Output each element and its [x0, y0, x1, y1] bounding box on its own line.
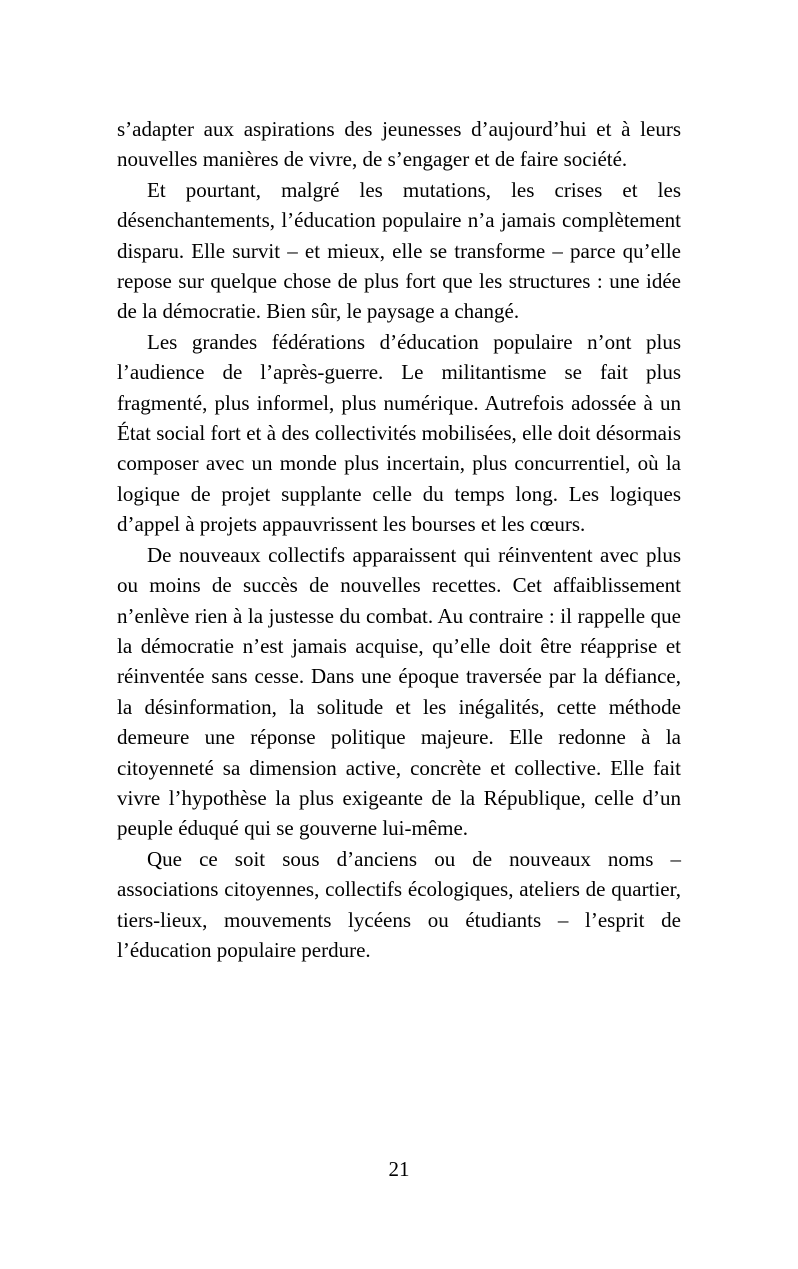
paragraph-nouveaux-collectifs: De nouveaux collectifs apparaissent qui réinventent avec plus ou moins de succès de nouvelles recettes. Cet affaiblissement n’enlève rien à la justesse du combat. Au contraire : il rappelle que la démocratie n’est jamais acquise, qu’elle doit être réapprise et réinventée sans cesse. Dans une époque traversée par la défiance, la désinformation, la solitude et les inégalités, cette méthode demeure une réponse politique majeure. Elle redonne à la citoyenneté sa dimension active, concrète et collective. Elle fait vivre l’hypothèse la plus exigeante de la République, celle d’un peuple éduqué qui se gouverne lui-même. — [117, 542, 681, 841]
paragraph-et-pourtant: Et pourtant, malgré les mutations, les crises et les désenchantements, l’éducation populaire n’a jamais complètement disparu. Elle survit – et mieux, elle se transforme – parce qu’elle repose sur quelque chose de plus fort que les structures : une idée de la démocratie. Bien sûr, le paysage a changé. — [117, 177, 681, 324]
paragraph-grandes-federations: Les grandes fédérations d’éducation populaire n’ont plus l’audience de l’après-guerre. Le militantisme se fait plus fragmenté, plus informel, plus numérique. Autrefois adossée à un État social fort et à des collectivités mobilisées, elle doit désormais composer avec un monde plus incertain, plus concurrentiel, où la logique de projet supplante celle du temps long. Les logiques d’appel à projets appauvrissent les bourses et les cœurs. — [117, 329, 681, 537]
body-text — [117, 114, 681, 965]
paragraph-continuation: s’adapter aux aspirations des jeunesses d’aujourd’hui et à leurs nouvelles manières de vivre, de s’engager et de faire société. — [117, 117, 681, 172]
paragraph-que-ce-soit: Que ce soit sous d’anciens ou de nouveaux noms – associations citoyennes, collectifs écologiques, ateliers de quartier, tiers-lieux, mouvements lycéens ou étudiants – l’esprit de l’éducation populaire perdure. — [117, 846, 681, 962]
page-number: 21 — [388, 1157, 410, 1181]
